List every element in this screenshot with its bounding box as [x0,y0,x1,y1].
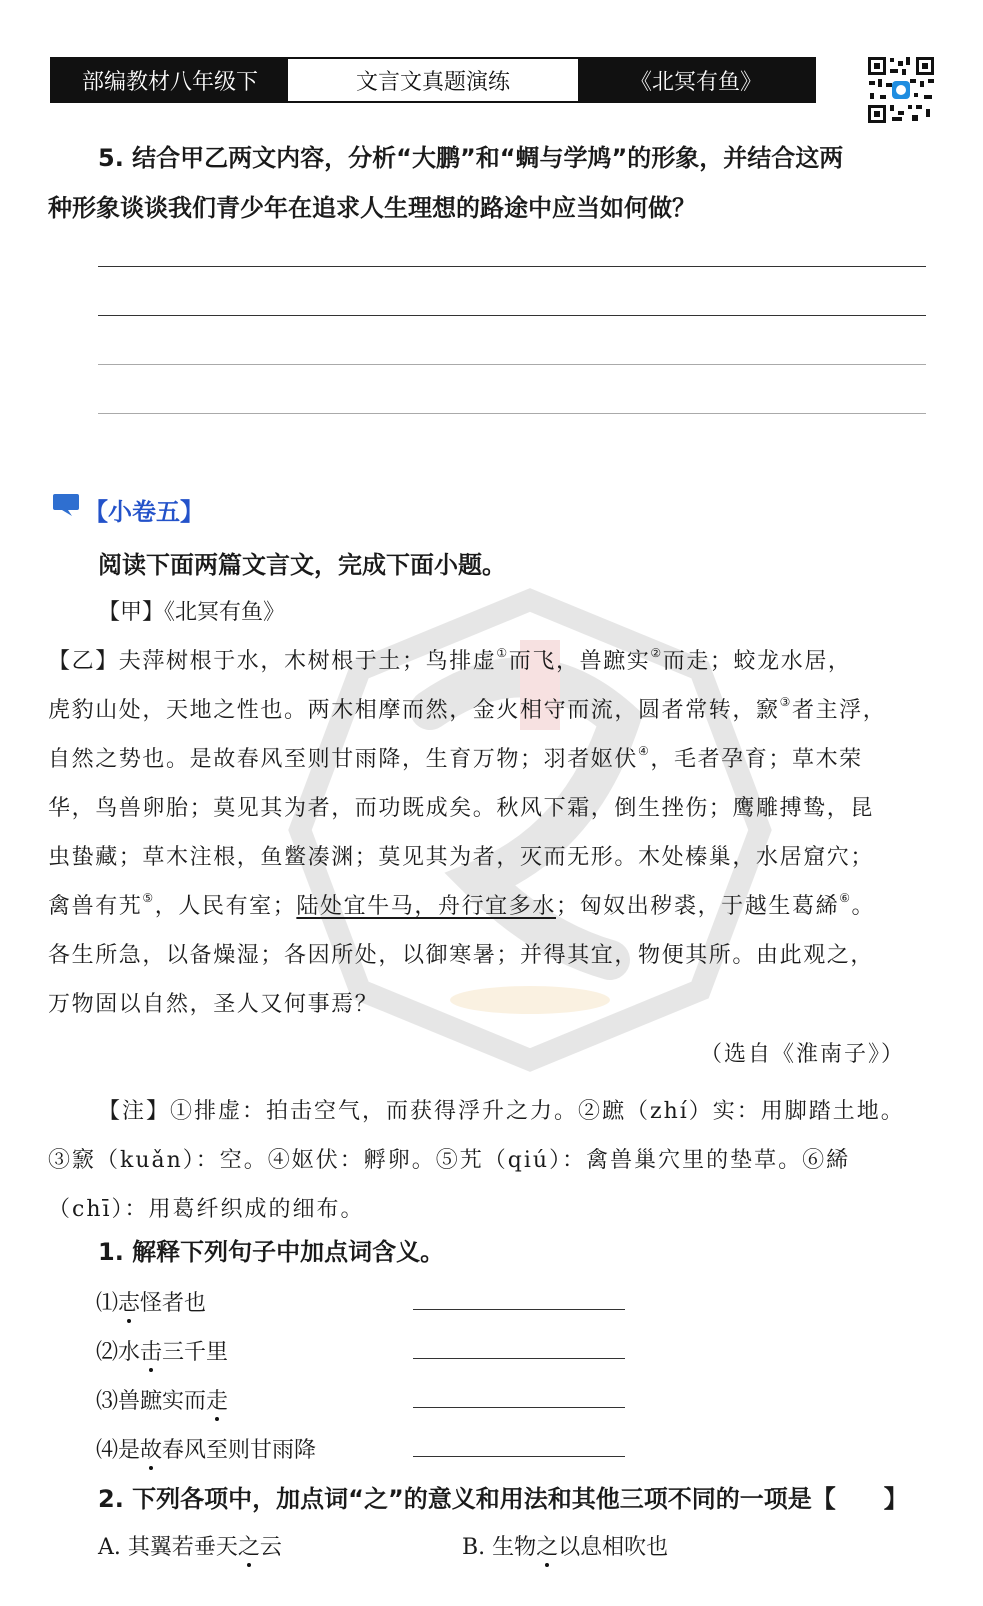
passage-line: 禽兽有艽⑤，人民有室；陆处宜牛马，舟行宜多水；匈奴出秽裘，于越生葛絺⑥。 [48,891,876,919]
passage-line: 自然之势也。是故春风至则甘雨降，生育万物；羽者妪伏④，毛者孕育；草木荣 [48,744,863,772]
passage-source: （选自《淮南子》） [700,1042,906,1067]
answer-line[interactable] [98,266,926,267]
answer-blank[interactable] [413,1407,625,1408]
question-5-line1: 5. 结合甲乙两文内容，分析“大鹏”和“蜩与学鸠”的形象，并结合这两 [98,144,844,172]
answer-line[interactable] [98,364,926,365]
question-1-title: 1. 解释下列句子中加点词含义。 [98,1238,445,1266]
question-1-item: ⑴志怪者也 [96,1291,207,1316]
passage-line: 华，鸟兽卵胎；莫见其为者，而功既成矣。秋风下霜，倒生挫伤；鹰雕搏鸷，昆 [48,796,875,821]
instruction: 阅读下面两篇文言文，完成下面小题。 [98,551,506,579]
header-grade: 部编教材八年级下 [52,59,288,101]
chat-bubble-icon [52,493,80,517]
passage-line: 虫蛰藏；草木注根，鱼鳖凑渊；莫见其为者，灭而无形。木处榛巢，水居窟穴； [48,845,875,870]
answer-line[interactable] [98,413,926,414]
answer-blank[interactable] [413,1309,625,1310]
option-b[interactable]: B. 生物之以息相吹也 [462,1535,669,1560]
passage-line: 【乙】夫萍树根于水，木树根于土；鸟排虚①而飞，兽蹠实②而走；蛟龙水居， [48,646,852,674]
answer-blank[interactable] [413,1456,625,1457]
passage-line: 万物固以自然，圣人又何事焉？ [48,992,379,1017]
question-2-title: 2. 下列各项中，加点词“之”的意义和用法和其他三项不同的一项是【 】 [98,1485,908,1513]
section-title: 【小卷五】 [84,498,204,526]
passage-line: 虎豹山处，天地之性也。两木相摩而然，金火相守而流，圆者常转，窾③者主浮， [48,695,887,723]
note-line: ③窾（kuǎn）：空。④妪伏：孵卵。⑤艽（qiú）：禽兽巢穴里的垫草。⑥絺 [48,1148,851,1173]
answer-line[interactable] [98,315,926,316]
question-5-line2: 种形象谈谈我们青少年在追求人生理想的路途中应当如何做？ [48,194,696,222]
answer-blank[interactable] [413,1358,625,1359]
note-line: （chī）：用葛纤织成的细布。 [48,1197,365,1222]
note-line: 【注】①排虚：拍击空气，而获得浮升之力。②蹠（zhí）实：用脚踏土地。 [98,1099,905,1124]
passage-jia-title: 【甲】《北冥有鱼》 [98,600,286,625]
header-topic: 文言文真题演练 [288,59,578,101]
question-1-item: ⑶兽蹠实而走 [96,1389,229,1414]
header-title: 《北冥有鱼》 [578,59,814,101]
question-1-item: ⑵水击三千里 [96,1340,229,1365]
header-bar [50,57,816,103]
underlined-sentence: 陆处宜牛马，舟行宜多水 [296,894,556,919]
option-a[interactable]: A. 其翼若垂天之云 [98,1535,282,1560]
question-1-item: ⑷是故春风至则甘雨降 [96,1438,317,1463]
passage-line: 各生所急，以备燥湿；各因所处，以御寒暑；并得其宜，物便其所。由此观之， [48,943,875,968]
qr-code-icon [866,55,936,125]
